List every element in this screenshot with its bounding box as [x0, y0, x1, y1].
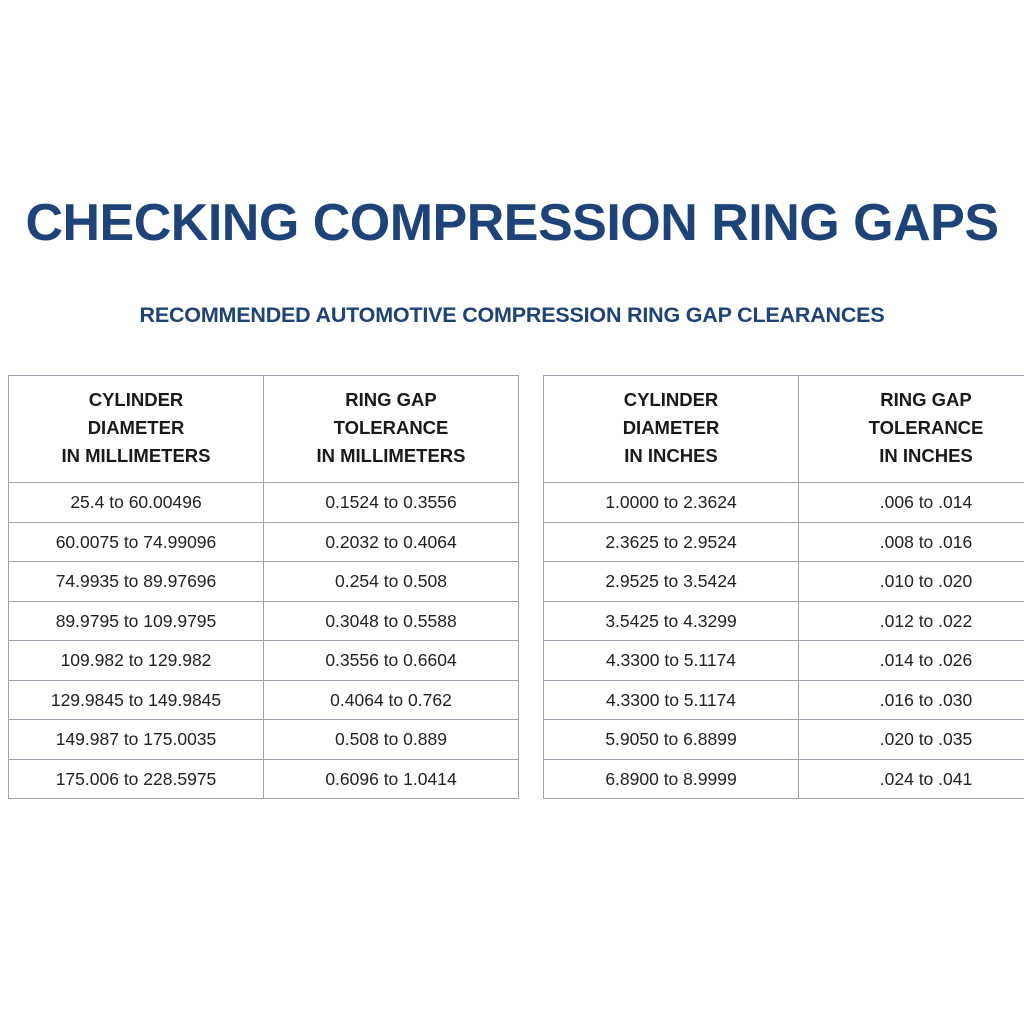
table-row [9, 680, 519, 720]
table-row [9, 759, 519, 799]
table-row [544, 720, 1024, 760]
imperial-diameter-header-line2: DIAMETER [622, 417, 720, 439]
imperial-tolerance-header-line2: TOLERANCE [868, 417, 984, 439]
table-cell-diameter: 129.9845 to 149.9845 [9, 680, 264, 720]
table-row [9, 562, 519, 602]
table-cell-diameter: 60.0075 to 74.99096 [9, 522, 264, 562]
metric-tolerance-header-line3: IN MILLIMETERS [316, 445, 466, 467]
page-subtitle: RECOMMENDED AUTOMOTIVE COMPRESSION RING GAP CLEARANCES [139, 303, 885, 327]
table-row [544, 759, 1024, 799]
metric-diameter-header-line2: DIAMETER [87, 417, 185, 439]
table-cell-diameter: 25.4 to 60.00496 [9, 483, 264, 523]
imperial-table [543, 375, 1024, 799]
table-row [9, 601, 519, 641]
table-row [9, 483, 519, 523]
table-cell-tolerance: .012 to .022 [799, 601, 1024, 641]
table-cell-diameter: 2.3625 to 2.9524 [544, 522, 799, 562]
imperial-tolerance-header-line3: IN INCHES [879, 445, 973, 467]
table-row [544, 562, 1024, 602]
table-cell-diameter: 149.987 to 175.0035 [9, 720, 264, 760]
table-cell-diameter: 1.0000 to 2.3624 [544, 483, 799, 523]
metric-diameter-header-line3: IN MILLIMETERS [61, 445, 211, 467]
tables-container [8, 375, 1016, 799]
metric-tolerance-header-line2: TOLERANCE [333, 417, 449, 439]
table-cell-tolerance: .006 to .014 [799, 483, 1024, 523]
table-cell-tolerance: .008 to .016 [799, 522, 1024, 562]
table-row [9, 641, 519, 681]
table-cell-diameter: 4.3300 to 5.1174 [544, 680, 799, 720]
table-cell-diameter: 2.9525 to 3.5424 [544, 562, 799, 602]
imperial-table-head [544, 376, 1024, 483]
metric-diameter-header-line1: CYLINDER [88, 389, 184, 410]
table-row [9, 720, 519, 760]
table-cell-tolerance: 0.6096 to 1.0414 [264, 759, 519, 799]
metric-diameter-header [9, 376, 264, 483]
table-cell-diameter: 4.3300 to 5.1174 [544, 641, 799, 681]
table-cell-tolerance: 0.3556 to 0.6604 [264, 641, 519, 681]
table-cell-diameter: 175.006 to 228.5975 [9, 759, 264, 799]
table-cell-tolerance: 0.254 to 0.508 [264, 562, 519, 602]
page-title: CHECKING COMPRESSION RING GAPS [25, 194, 999, 252]
table-header-row [9, 376, 519, 483]
table-cell-tolerance: .016 to .030 [799, 680, 1024, 720]
metric-table [8, 375, 519, 799]
table-cell-tolerance: 0.508 to 0.889 [264, 720, 519, 760]
imperial-diameter-header [544, 376, 799, 483]
metric-tolerance-header-line1: RING GAP [345, 389, 437, 410]
table-row [544, 641, 1024, 681]
metric-table-head [9, 376, 519, 483]
table-cell-tolerance: 0.3048 to 0.5588 [264, 601, 519, 641]
table-header-row [544, 376, 1024, 483]
table-cell-tolerance: 0.4064 to 0.762 [264, 680, 519, 720]
imperial-diameter-header-line3: IN INCHES [624, 445, 718, 467]
table-row [544, 483, 1024, 523]
table-cell-tolerance: .014 to .026 [799, 641, 1024, 681]
imperial-tolerance-header [799, 376, 1024, 483]
table-cell-tolerance: .024 to .041 [799, 759, 1024, 799]
table-row [544, 680, 1024, 720]
table-cell-diameter: 6.8900 to 8.9999 [544, 759, 799, 799]
table-cell-tolerance: 0.2032 to 0.4064 [264, 522, 519, 562]
table-cell-diameter: 5.9050 to 6.8899 [544, 720, 799, 760]
imperial-tolerance-header-line1: RING GAP [880, 389, 972, 410]
table-cell-tolerance: .010 to .020 [799, 562, 1024, 602]
metric-table-body [9, 483, 519, 799]
table-row [9, 522, 519, 562]
table-cell-tolerance: 0.1524 to 0.3556 [264, 483, 519, 523]
table-cell-tolerance: .020 to .035 [799, 720, 1024, 760]
table-cell-diameter: 89.9795 to 109.9795 [9, 601, 264, 641]
imperial-diameter-header-line1: CYLINDER [623, 389, 719, 410]
imperial-table-body [544, 483, 1024, 799]
table-cell-diameter: 109.982 to 129.982 [9, 641, 264, 681]
table-cell-diameter: 3.5425 to 4.3299 [544, 601, 799, 641]
table-row [544, 522, 1024, 562]
table-row [544, 601, 1024, 641]
table-cell-diameter: 74.9935 to 89.97696 [9, 562, 264, 602]
metric-tolerance-header [264, 376, 519, 483]
